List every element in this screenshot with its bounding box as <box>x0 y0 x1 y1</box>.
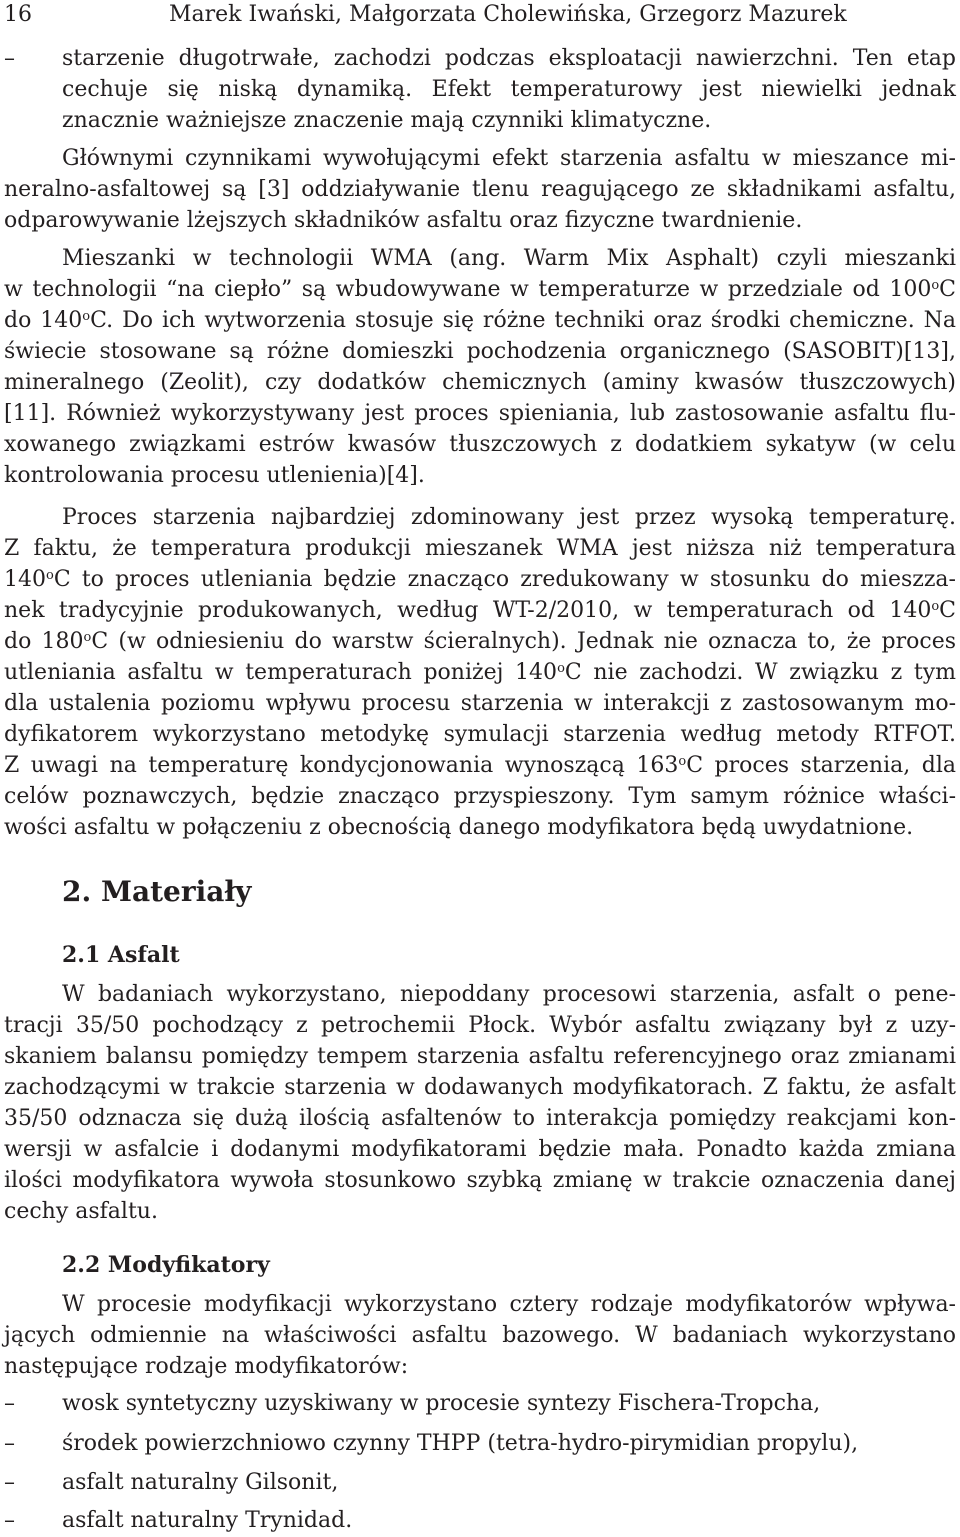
list-item: wosk syntetyczny uzyskiwany w procesie syntezy Fischera-Tropcha, <box>62 1391 821 1416</box>
paragraph-line: kontrolowania procesu utlenienia)[4]. <box>4 463 425 488</box>
paragraph-line: jących odmiennie na właściwości asfaltu bazowego. W badaniach wykorzystano <box>4 1323 956 1348</box>
paragraph-line: Proces starzenia najbardziej zdominowany jest przez wysoką temperaturę. <box>62 505 956 530</box>
paragraph-line: skaniem balansu pomiędzy tempem starzenia asfaltu referencyjnego oraz zmianami <box>4 1044 956 1069</box>
intro-line: znacznie ważniejsze znaczenie mają czynniki klimatyczne. <box>62 108 712 133</box>
subsection-heading: 2.2 Modyfikatory <box>62 1252 270 1278</box>
intro-line: starzenie długotrwałe, zachodzi podczas eksploatacji nawierzchni. Ten etap <box>62 46 956 71</box>
paragraph-line: cechy asfaltu. <box>4 1199 158 1224</box>
paragraph-line: zachodzącymi w trakcie starzenia w dodawanych modyfikatorach. Z faktu, że asfalt <box>4 1075 956 1100</box>
list-dash: – <box>4 46 15 71</box>
paragraph-line: 140$^o$C to proces utleniania będzie znacząco zredukowany w stosunku do mieszza- <box>4 567 956 592</box>
paragraph-line: utleniania asfaltu w temperaturach poniżej 140$^o$C nie zachodzi. W związku z tym <box>4 660 956 685</box>
list-dash: – <box>4 1431 15 1456</box>
paragraph-line: mineralnego (Zeolit), czy dodatków chemicznych (aminy kwasów tłuszczowych) <box>4 370 956 395</box>
paragraph-line: celów poznawczych, będzie znacząco przyspieszony. Tym samym różnice właści- <box>4 784 956 809</box>
paragraph-line: Z uwagi na temperaturę kondycjonowania wynoszącą 163$^o$C proces starzenia, dla <box>4 753 956 778</box>
paragraph-line: Mieszanki w technologii WMA (ang. Warm Mix Asphalt) czyli mieszanki <box>62 246 956 271</box>
intro-line: cechuje się niską dynamiką. Efekt temperaturowy jest niewielki jednak <box>62 77 956 102</box>
paragraph-line: xowanego związkami estrów kwasów tłuszczowych z dodatkiem sykatyw (w celu <box>4 432 956 457</box>
paragraph-line: następujące rodzaje modyfikatorów: <box>4 1354 409 1379</box>
paragraph-line: ilości modyfikatora wywoła stosunkowo szybką zmianę w trakcie oznaczenia danej <box>4 1168 956 1193</box>
paragraph-line: w technologii “na ciepło” są wbudowywane w temperaturze w przedziale od 100$^o$C <box>4 277 956 302</box>
paragraph-line: Z faktu, że temperatura produkcji mieszanek WMA jest niższa niż temperatura <box>4 536 956 561</box>
paragraph-line: 35/50 odznacza się dużą ilością asfaltenów to interakcja pomiędzy reakcjami kon- <box>4 1106 956 1131</box>
list-item: asfalt naturalny Trynidad. <box>62 1508 353 1533</box>
paragraph-line: wości asfaltu w połączeniu z obecnością danego modyfikatora będą uwydatnione. <box>4 815 914 840</box>
paragraph-line: dyfikatorem wykorzystano metodykę symulacji starzenia według metody RTFOT. <box>4 722 956 747</box>
paragraph-line: neralno-asfaltowej są [3] oddziaływanie tlenu reagującego ze składnikami asfaltu, <box>4 177 956 202</box>
paragraph-line: W procesie modyfikacji wykorzystano cztery rodzaje modyfikatorów wpływa- <box>62 1292 956 1317</box>
subsection-heading: 2.1 Asfalt <box>62 942 180 968</box>
paragraph-line: dla ustalenia poziomu wpływu procesu starzenia w interakcji z zastosowanym mo- <box>4 691 956 716</box>
section-heading: 2. Materiały <box>62 875 252 908</box>
running-header <box>4 0 956 30</box>
paragraph-line: świecie stosowane są różne domieszki pochodzenia organicznego (SASOBIT)[13], <box>4 339 956 364</box>
list-dash: – <box>4 1508 15 1533</box>
paragraph-line: nek tradycyjnie produkowanych, według WT-2/2010, w temperaturach od 140$^o$C <box>4 598 956 623</box>
list-dash: – <box>4 1470 15 1495</box>
paragraph-line: do 140$^o$C. Do ich wytworzenia stosuje się różne techniki oraz środki chemiczne. Na <box>4 308 957 333</box>
paragraph-line: odparowywanie lżejszych składników asfaltu oraz fizyczne twardnienie. <box>4 208 803 233</box>
paragraph-line: tracji 35/50 pochodzący z petrochemii Płock. Wybór asfaltu związany był z uzy- <box>4 1013 956 1038</box>
running-header-authors: Marek Iwański, Małgorzata Cholewińska, Grzegorz Mazurek <box>169 2 847 27</box>
paragraph-line: Głównymi czynnikami wywołującymi efekt starzenia asfaltu w mieszance mi- <box>62 146 956 171</box>
list-dash: – <box>4 1391 15 1416</box>
list-item: asfalt naturalny Gilsonit, <box>62 1470 339 1495</box>
page-number: 16 <box>4 2 32 27</box>
list-item: środek powierzchniowo czynny THPP (tetra-hydro-pirymidian propylu), <box>62 1431 859 1456</box>
paragraph-line: [11]. Również wykorzystywany jest proces spieniania, lub zastosowanie asfaltu flu- <box>4 401 956 426</box>
paragraph-line: W badaniach wykorzystano, niepoddany procesowi starzenia, asfalt o pene- <box>62 982 956 1007</box>
paragraph-line: wersji w asfalcie i dodanymi modyfikatorami będzie mała. Ponadto każda zmiana <box>4 1137 956 1162</box>
paragraph-line: do 180$^o$C (w odniesieniu do warstw ścieralnych). Jednak nie oznacza to, że proces <box>4 629 956 654</box>
